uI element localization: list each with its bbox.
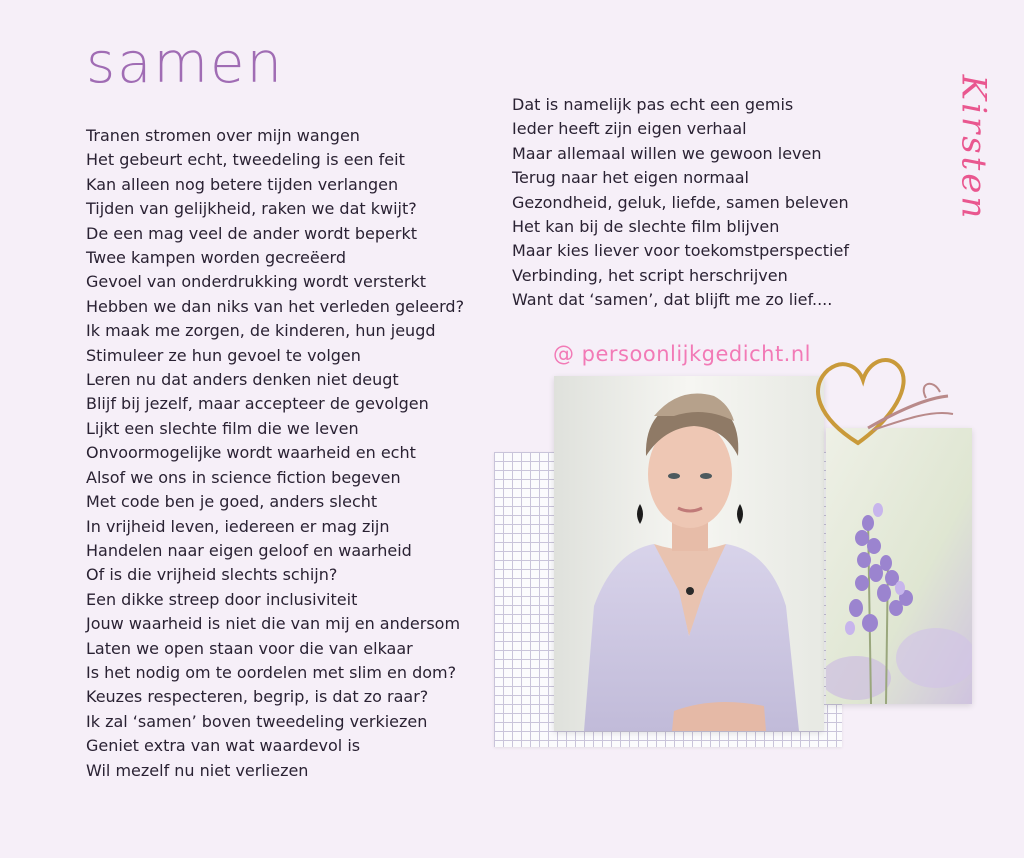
poem-line: Het kan bij de slechte film blijven	[512, 217, 780, 237]
poem-line: Tranen stromen over mijn wangen	[86, 126, 360, 145]
poem-line: Maar allemaal willen we gewoon leven	[512, 143, 822, 163]
portrait-photo	[554, 376, 824, 731]
poem-line: In vrijheid leven, iedereen er mag zijn	[86, 516, 390, 536]
poem-line: Dat is namelijk pas echt een gemis	[512, 95, 794, 114]
poem-line: Is het nodig om te oordelen met slim en dom?	[86, 662, 457, 682]
poem-line: Leren nu dat anders denken niet deugt	[86, 370, 399, 390]
poem-line: Laten we open staan voor die van elkaar	[86, 638, 413, 658]
poem-line: Ik maak me zorgen, de kinderen, hun jeugd	[86, 321, 436, 341]
poem-line: Onvoormogelijke wordt waarheid en echt	[86, 443, 416, 463]
poem-line: Alsof we ons in science fiction begeven	[86, 467, 401, 487]
website-handle: @ persoonlijkgedicht.nl	[553, 342, 811, 366]
heart-butterfly-icon	[808, 348, 958, 458]
poem-line: Stimuleer ze hun gevoel te volgen	[86, 345, 361, 365]
poem-line: Een dikke streep door inclusiviteit	[86, 589, 358, 609]
poem-line: Maar kies liever voor toekomstperspectief	[512, 241, 849, 261]
poem-line: Hebben we dan niks van het verleden geleerd?	[86, 296, 465, 316]
poem-line: Ieder heeft zijn eigen verhaal	[512, 119, 747, 139]
poem-line: Jouw waarheid is niet die van mij en andersom	[86, 614, 461, 634]
signature: Kirsten	[953, 74, 994, 222]
poem-line: Verbinding, het script herschrijven	[512, 265, 788, 285]
lavender-photo	[826, 428, 972, 704]
poem-line: Blijf bij jezelf, maar accepteer de gevolgen	[86, 394, 429, 414]
poem-line: Handelen naar eigen geloof en waarheid	[86, 540, 412, 560]
poem-line: Met code ben je goed, anders slecht	[86, 492, 378, 512]
poem-line: Of is die vrijheid slechts schijn?	[86, 565, 338, 585]
poem-line: De een mag veel de ander wordt beperkt	[86, 223, 417, 243]
poem-line: Gevoel van onderdrukking wordt versterkt	[86, 272, 426, 292]
poem-line: Tijden van gelijkheid, raken we dat kwijt?	[86, 199, 417, 219]
poem-column-left	[86, 124, 464, 783]
poem-line: Wil mezelf nu niet verliezen	[86, 760, 309, 780]
poem-line: Het gebeurt echt, tweedeling is een feit	[86, 150, 405, 170]
poem-column-right	[512, 93, 849, 313]
poem-line: Twee kampen worden gecreëerd	[86, 248, 346, 268]
poem-line: Geniet extra van wat waardevol is	[86, 736, 361, 756]
poem-line: Lijkt een slechte film die we leven	[86, 418, 359, 438]
poem-line: Keuzes respecteren, begrip, is dat zo raar?	[86, 687, 429, 707]
poem-line: Ik zal ‘samen’ boven tweedeling verkiezen	[86, 711, 428, 731]
poem-line: Kan alleen nog betere tijden verlangen	[86, 174, 399, 194]
poem-title: samen	[86, 31, 284, 96]
poem-line: Terug naar het eigen normaal	[512, 168, 749, 188]
poem-line: Gezondheid, geluk, liefde, samen beleven	[512, 192, 849, 212]
poem-line: Want dat ‘samen’, dat blijft me zo lief....	[512, 290, 833, 310]
